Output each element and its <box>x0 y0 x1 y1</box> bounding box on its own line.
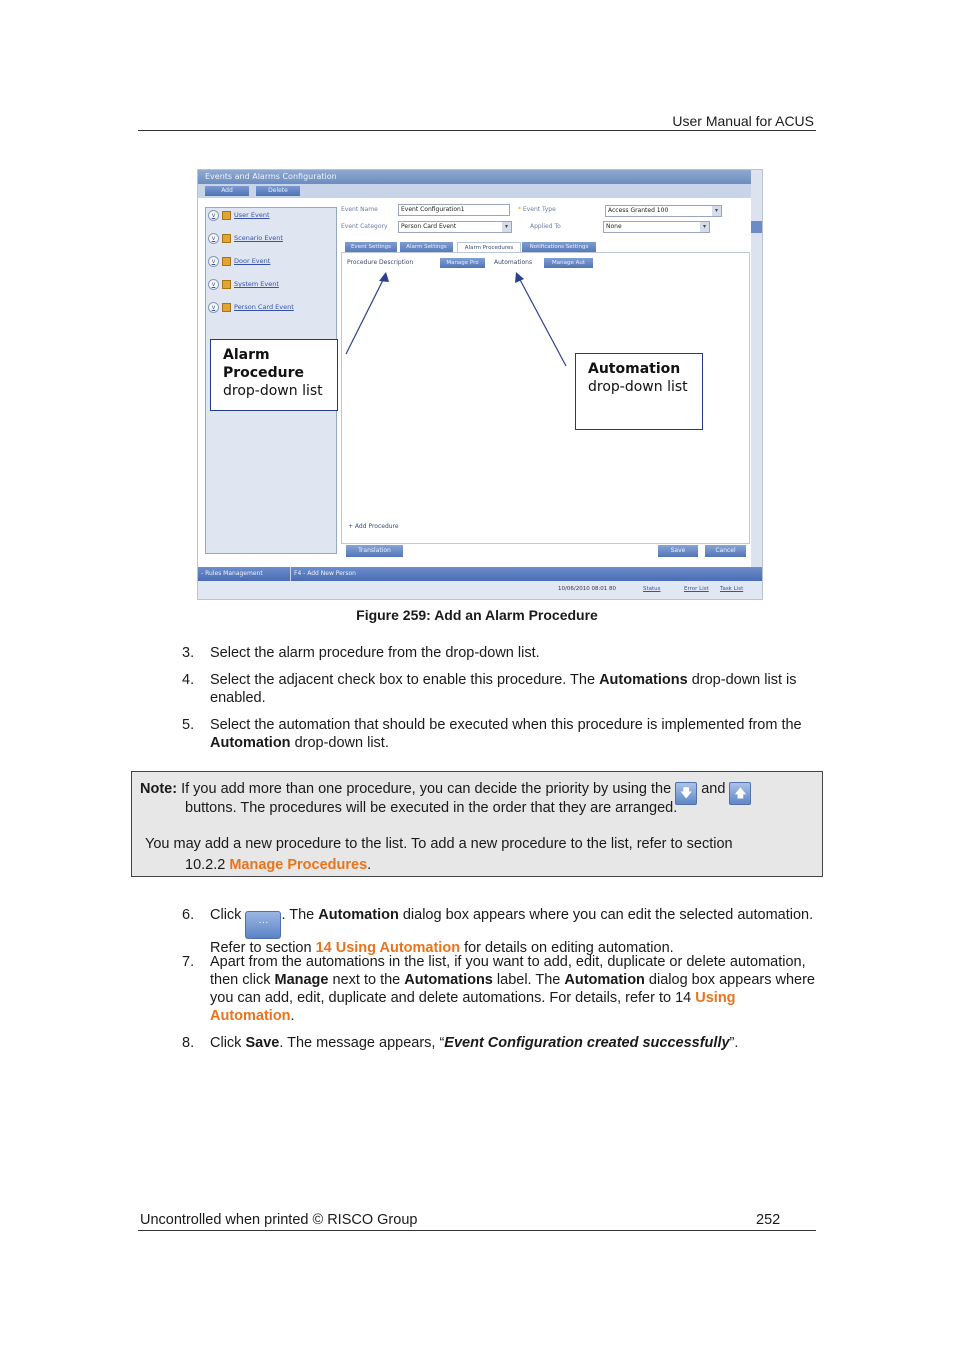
tree-item-person-card-event[interactable]: v Person Card Event <box>208 300 294 314</box>
screenshot-figure <box>197 169 763 600</box>
event-type-select[interactable]: Access Granted 100 ▾ <box>605 205 722 217</box>
using-automation-link-2[interactable]: Using Automation <box>210 990 736 1024</box>
move-down-icon[interactable]: 🡇 <box>675 782 697 805</box>
event-category-label: Event Category <box>341 223 388 230</box>
alarm-procedure-callout: Alarm Procedure drop-down list <box>210 339 338 411</box>
page-number: 252 <box>756 1212 781 1228</box>
status-datetime: 10/06/2010 08:01 80 <box>558 586 617 592</box>
manage-automations-button[interactable]: Manage Aut <box>544 258 593 268</box>
automations-label: Automations <box>494 259 533 266</box>
note-line-2: You may add a new procedure to the list. To add a new procedure to the list, refer to section <box>145 836 733 852</box>
manage-procedures-button[interactable]: Manage Pro <box>440 258 485 268</box>
expand-icon[interactable]: v <box>208 279 219 290</box>
nav-add-new-person[interactable]: F4 - Add New Person <box>290 567 356 581</box>
applied-to-label: Applied To <box>530 223 561 230</box>
footer-copyright: Uncontrolled when printed © RISCO Group <box>140 1212 418 1228</box>
using-automation-link[interactable]: 14 Using Automation <box>315 940 461 956</box>
expand-icon[interactable]: v <box>208 233 219 244</box>
task-list-link[interactable]: Task List <box>720 586 744 592</box>
running-header: User Manual for ACUS <box>672 113 814 129</box>
status-link[interactable]: Status <box>643 586 661 592</box>
procedure-description-label: Procedure Description <box>347 259 414 266</box>
add-procedure-link[interactable]: + Add Procedure <box>348 523 399 530</box>
tab-notifications-settings[interactable]: Notifications Settings <box>522 242 596 253</box>
event-category-select[interactable]: Person Card Event ▾ <box>398 221 512 233</box>
tree-item-door-event[interactable]: v Door Event <box>208 254 270 268</box>
nav-rules-management[interactable]: - Rules Management <box>201 570 263 577</box>
translation-button[interactable]: Translation <box>346 545 403 557</box>
delete-button[interactable]: Delete <box>256 186 300 196</box>
manage-procedures-link[interactable]: Manage Procedures <box>229 857 368 873</box>
add-button[interactable]: Add <box>205 186 249 196</box>
event-name-label: Event Name <box>341 206 378 213</box>
note-line-1b: buttons. The procedures will be executed in the order that they are arranged. <box>185 800 678 816</box>
chevron-down-icon[interactable]: ▾ <box>502 222 511 232</box>
note-line-3: 10.2.2 Manage Procedures. <box>185 857 372 873</box>
tree-item-user-event[interactable]: v User Event <box>208 208 270 222</box>
tab-alarm-settings[interactable]: Alarm Settings <box>400 242 453 253</box>
note-box <box>131 771 823 877</box>
ellipsis-button-icon[interactable]: ··· <box>245 911 281 939</box>
expand-icon[interactable]: v <box>208 302 219 313</box>
event-name-input[interactable]: Event Configuration1 <box>398 204 510 216</box>
event-type-label: * Event Type <box>518 206 556 213</box>
chevron-down-icon[interactable]: ▾ <box>712 206 721 216</box>
tree-item-scenario-event[interactable]: v Scenario Event <box>208 231 283 245</box>
save-button[interactable]: Save <box>658 545 698 557</box>
tab-alarm-procedures[interactable]: Alarm Procedures <box>457 242 521 254</box>
footer-rule <box>138 1230 816 1231</box>
header-rule <box>138 130 816 131</box>
window-title: Events and Alarms Configuration <box>198 170 758 184</box>
expand-icon[interactable]: v <box>208 256 219 267</box>
error-list-link[interactable]: Error List <box>684 586 709 592</box>
automation-callout: Automation drop-down list <box>575 353 703 430</box>
required-icon: * <box>518 206 523 213</box>
move-up-icon[interactable]: 🡅 <box>729 782 751 805</box>
expand-icon[interactable]: v <box>208 210 219 221</box>
applied-to-select[interactable]: None ▾ <box>603 221 710 233</box>
chevron-down-icon[interactable]: ▾ <box>700 222 709 232</box>
figure-caption: Figure 259: Add an Alarm Procedure <box>356 607 598 623</box>
cancel-button[interactable]: Cancel <box>705 545 746 557</box>
note-line-1: Note: If you add more than one procedure, you can decide the priority by using the 🡇 and 🡅 <box>140 780 810 805</box>
tab-event-settings[interactable]: Event Settings <box>345 242 397 253</box>
tree-item-system-event[interactable]: v System Event <box>208 277 279 291</box>
